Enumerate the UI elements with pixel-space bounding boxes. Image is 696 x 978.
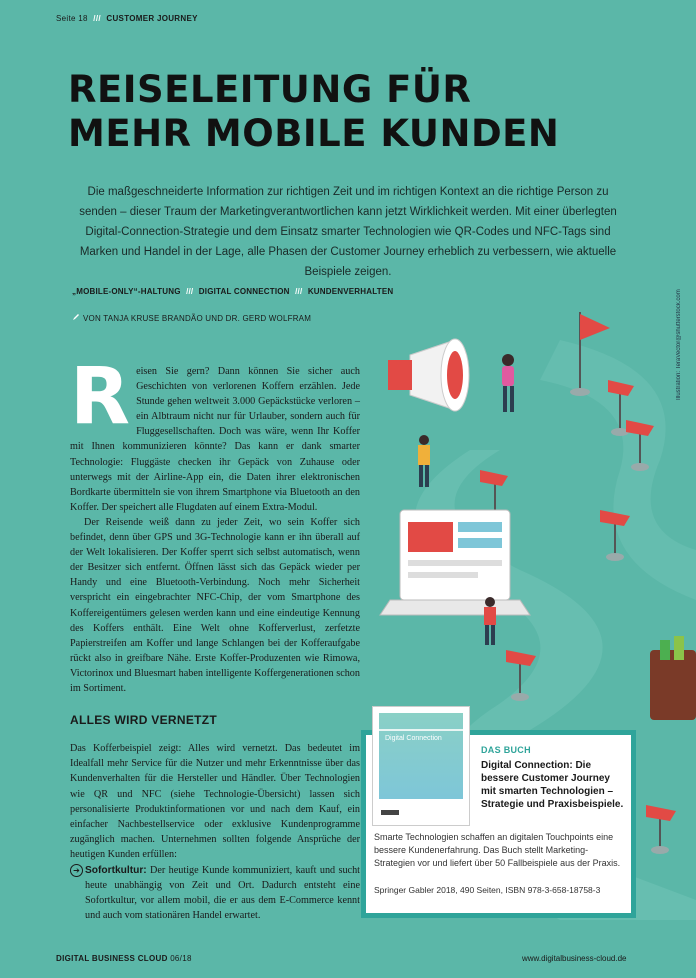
title-line-2: MEHR MOBILE KUNDEN bbox=[68, 112, 560, 155]
book-title: Digital Connection: Die bessere Customer Journey mit smarten Technologien – Strategie und Praxisbeispiele. bbox=[481, 760, 624, 810]
laptop-icon bbox=[380, 510, 530, 615]
tag-mobile-only: „MOBILE-ONLY“-HALTUNG bbox=[72, 287, 181, 296]
signpost-icon bbox=[646, 805, 676, 854]
wallet-icon bbox=[650, 636, 696, 720]
book-cover bbox=[372, 706, 470, 826]
author-line bbox=[72, 313, 311, 323]
book-label: DAS BUCH bbox=[481, 745, 531, 755]
publisher-logo bbox=[381, 810, 399, 815]
person-with-phone-icon bbox=[484, 597, 496, 645]
cover-artwork bbox=[379, 713, 463, 799]
article-body-column bbox=[70, 352, 360, 696]
article-body-column-2 bbox=[70, 741, 360, 923]
page-number: Seite 18 bbox=[56, 14, 88, 23]
cover-title: Digital Connection bbox=[385, 735, 442, 742]
issue-number: 06/18 bbox=[170, 954, 192, 963]
footer-url: www.digitalbusiness-cloud.de bbox=[522, 954, 627, 963]
paragraph-1: eisen Sie gern? Dann können Sie sicher auch Geschichten von verlorenen Koffern erzählen. Jede Stunde gehen weltweit 3.000 Gepäckstücke verloren – ein Albtraum nicht nur für Urlauber, sondern auch für Fluggesellschaften. Doch was wäre, wenn Ihr Koffer mit Ihnen kommunizieren könnte? Das kann er dank smarter Technologie: Fluggäste checken ihr Gepäck von Zuhause oder unterwegs mit der Airline-App ein, die Daten ihrer elektronischen Bordkarte übermitteln sie von ihrem Smartphone via Bluetooth an den Koffer. Der speichert alle Flugdaten auf einem Extra-Modul. bbox=[70, 366, 360, 513]
illustration-credit: Illustration: TeraVector@shutterstock.com bbox=[676, 289, 682, 400]
tag-line bbox=[72, 287, 393, 296]
title-line-1: REISELEITUNG FÜR bbox=[68, 68, 472, 111]
magazine-name: DIGITAL BUSINESS CLOUD bbox=[56, 954, 168, 963]
tag-kundenverhalten: KUNDENVERHALTEN bbox=[307, 287, 394, 296]
tag-digital-connection: DIGITAL CONNECTION bbox=[198, 287, 290, 296]
book-description: Smarte Technologien schaffen an digitalen Touchpoints eine bessere Kundenerfahrung. Das Buch stellt Marketing-Strategien vor und liefert über 50 Fallbeispiele aus der Praxis. bbox=[374, 832, 621, 868]
tag-separator: /// bbox=[295, 287, 303, 296]
article-title bbox=[68, 68, 559, 156]
page-header bbox=[56, 14, 198, 23]
arrow-right-icon: ➔ bbox=[70, 864, 83, 877]
author-names: VON TANJA KRUSE BRANDÃO UND DR. GERD WOLFRAM bbox=[83, 314, 312, 323]
book-meta: Springer Gabler 2018, 490 Seiten, ISBN 978-3-658-18758-3 bbox=[374, 885, 601, 895]
drop-cap: R bbox=[70, 352, 131, 442]
bullet-item bbox=[70, 863, 360, 924]
pen-icon bbox=[72, 313, 80, 323]
footer-magazine bbox=[56, 954, 192, 963]
header-separator: /// bbox=[93, 14, 101, 23]
bullet-text: Der heutige Kunde kommuniziert, kauft und sucht heute unabhängig von Zeit und Ort. Dadurch entsteht eine Sofortkultur, vor allem mobil, die er aus dem E-Commerce kennt und auch vom stationären Handel erwartet. bbox=[85, 864, 360, 922]
subheading: ALLES WIRD VERNETZT bbox=[70, 713, 218, 727]
tag-separator: /// bbox=[186, 287, 194, 296]
cover-line bbox=[379, 729, 463, 731]
megaphone-icon bbox=[388, 339, 469, 411]
section-title: CUSTOMER JOURNEY bbox=[106, 14, 198, 23]
paragraph-2: Der Reisende weiß dann zu jeder Zeit, wo sein Koffer sich befindet, denn über GPS und 3G-Technologie kann er ihn überall auf der Welt lokalisieren. Der Koffer sperrt sich selbst automatisch, wenn der Besitzer sich entfernt. Öffnen lässt sich das Gepäck wieder per Handy und eine Bluetooth-Verbindung. Noch mehr Sicherheit verspricht ein eingebrachter NFC-Chip, der vom Smartphone des Koffereigentümers gelesen werden kann und eine eindeutige Kennung des Koffers enthält. Eine Welt ohne Kofferverlust, zerfetzte Papierstreifen am Koffer und lange Schlangen bei der Kofferaufgabe rückt also in greifbare Nähe. Erste Koffer-Produzenten wie Rimowa, Victorinox und Bluesmart haben intelligente Koffergenerationen schon im Sortiment. bbox=[70, 516, 360, 694]
person-walking-icon bbox=[418, 435, 430, 487]
person-woman-icon bbox=[502, 354, 514, 412]
bullet-term: Sofortkultur: bbox=[85, 864, 147, 876]
article-lead: Die maßgeschneiderte Information zur richtigen Zeit und im richtigen Kontext an die richtige Person zu senden – dieser Traum der Marketingverantwortlichen kann jetzt Wirklichkeit werden. Mit einer überlegten Digital-Connection-Strategie und dem Einsatz smarter Technologien wie QR-Codes und NFC-Tags sind Marken und Handel in der Lage, alle Phasen der Customer Journey erheblich zu verbessern, wie aktuelle Beispiele zeigen. bbox=[79, 186, 617, 278]
paragraph-3: Das Kofferbeispiel zeigt: Alles wird vernetzt. Das bedeutet im Idealfall mehr Service für die Nutzer und mehr Erkenntnisse über das Kundenverhalten für die Hersteller und Händler. Über Technologien wie QR und NFC (siehe Technologie-Übersicht) lassen sich personalisierte Produktinformationen vor und nach dem Kauf, ein einfacher Nachbestellservice oder exklusive Kundenprogramme zugänglich machen. Unternehmen sollten folgende Ansprüche der heutigen Kunden erfüllen: bbox=[70, 743, 360, 861]
